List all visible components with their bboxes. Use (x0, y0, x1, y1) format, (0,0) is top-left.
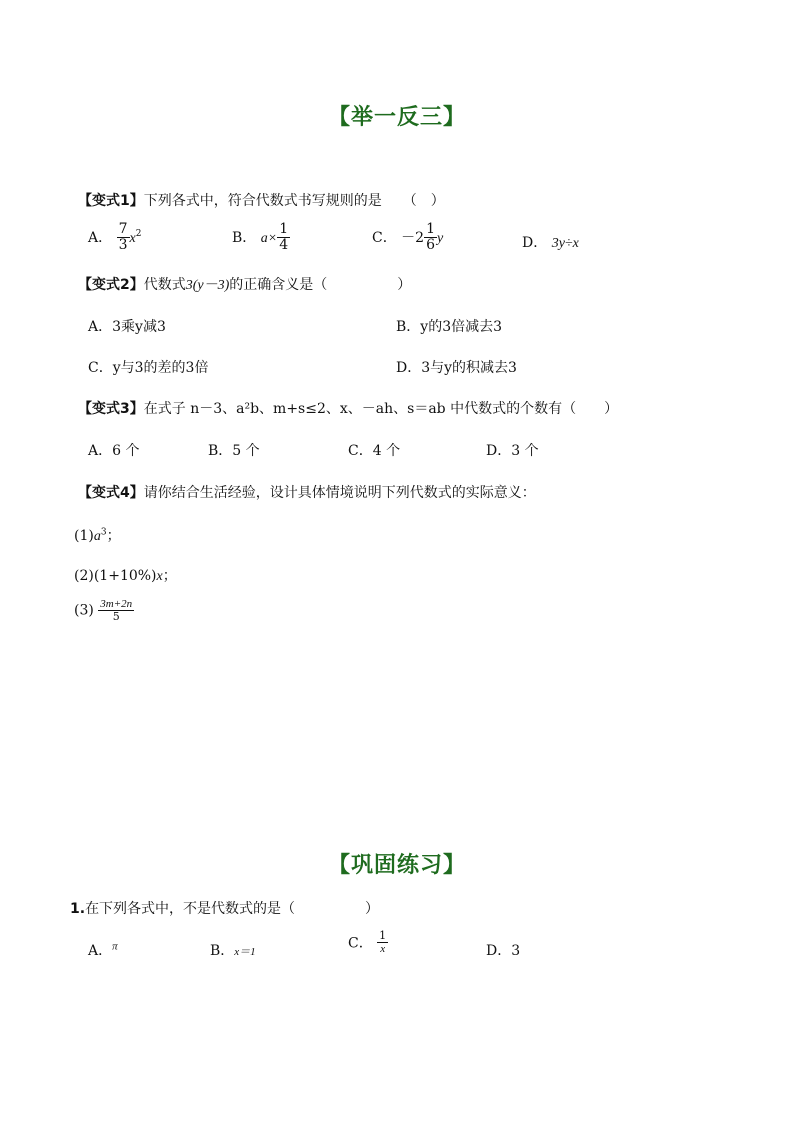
option-d: D．3与y的积减去3 (396, 360, 517, 376)
option-c: C．y与3的差的3倍 (88, 360, 209, 376)
option-a: A．6 个 (88, 443, 140, 459)
question-tag: 【变式1】 (78, 193, 144, 209)
fraction: $\frac{1}{4}$ (279, 221, 289, 254)
question-variant-2: 【变式2】代数式3(y－3)的正确含义是（ ） (78, 277, 412, 293)
section-heading-practice: 【举一反三】 (327, 105, 466, 130)
option-label: B． (232, 229, 257, 246)
fraction: $\frac{1}{6}$ (426, 221, 436, 254)
fraction: $\frac{7}{3}$ (118, 221, 128, 254)
option-b: B．5 个 (208, 443, 260, 459)
option-c: C．4 个 (348, 443, 401, 459)
option-label: C． (372, 229, 397, 246)
sub-item-1: $(1)a^3$； (74, 527, 121, 544)
option-b: B．y的3倍减去3 (396, 319, 503, 335)
option-b: B．x＝1 (210, 943, 256, 959)
option-d: D． 3y÷x (522, 235, 579, 251)
question-number: 1. (70, 901, 86, 917)
question-tag: 【变式3】 (78, 401, 144, 417)
question-text: 在式子 n－3、a²b、m+s≤2、x、－ah、s＝ab 中代数式的个数有（ ） (143, 401, 619, 417)
section-heading-exercises: 【巩固练习】 (327, 853, 466, 878)
option-b: B． a× $\frac{1}{4}$ (232, 221, 289, 254)
question-tag: 【变式2】 (78, 277, 144, 293)
option-a: A．3乘y减3 (88, 319, 166, 335)
question-variant-3 (78, 398, 618, 418)
exercise-1 (70, 898, 379, 918)
sub-item-2: (2)(1+10%)x； (74, 568, 177, 584)
option-c: C． －2 $\frac{1}{6}$ y (372, 221, 444, 254)
option-label: D． (522, 235, 548, 251)
question-text: 请你结合生活经验，设计具体情境说明下列代数式的实际意义： (143, 485, 536, 501)
option-d: D．3 个 (486, 443, 539, 459)
option-label: A． (88, 229, 113, 246)
sub-item-3: (3) $\frac{3m+2n}{5}$ (74, 598, 133, 624)
question-text: 在下列各式中，不是代数式的是（ ） (85, 901, 380, 917)
option-c: C． $\frac{1}{x}$ (348, 929, 387, 956)
question-text: 下列各式中，符合代数式书写规则的是 （ ） (143, 193, 445, 209)
question-variant-1 (78, 190, 445, 210)
option-a: A． $\frac{7}{3}$ $x^2$ (88, 221, 142, 254)
fraction: $\frac{3m+2n}{5}$ (100, 598, 133, 624)
fraction: $\frac{1}{x}$ (379, 929, 387, 956)
question-tag: 【变式4】 (78, 485, 144, 501)
question-variant-4 (78, 482, 536, 502)
expression: 3(y－3) (185, 278, 230, 293)
option-a: A．$^\pi$ (88, 940, 118, 959)
option-d: D．3 (486, 943, 521, 959)
